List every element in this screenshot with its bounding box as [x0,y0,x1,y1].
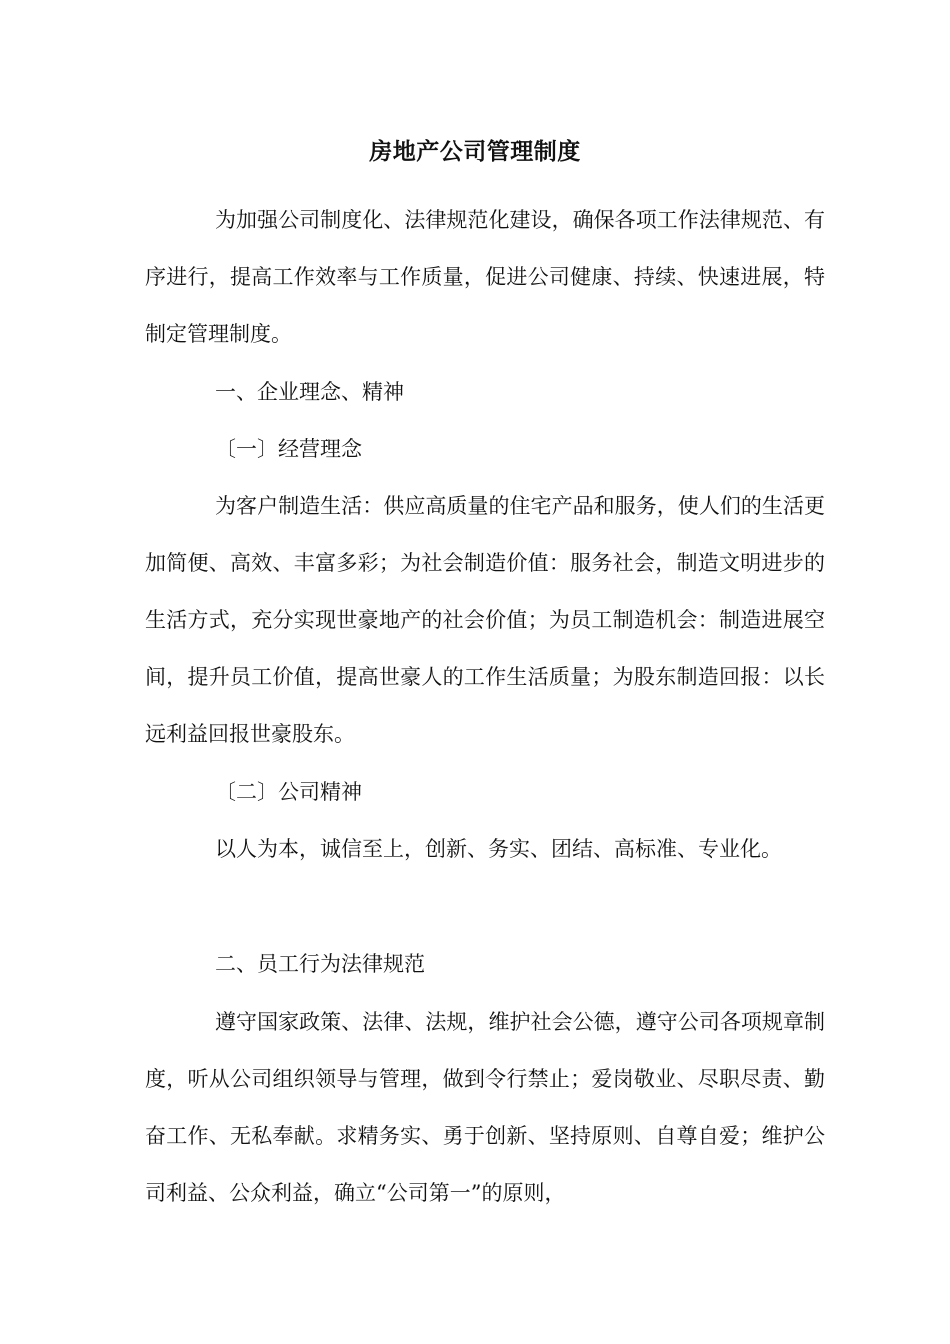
document-title: 房地产公司管理制度 [369,138,581,165]
subsection-heading-business-philosophy: 〔一〕经营理念 [215,437,362,461]
subsection-heading-company-spirit: 〔二〕公司精神 [215,780,362,804]
section-heading-conduct: 二、员工行为法律规范 [215,952,425,976]
conduct-paragraph: 遵守国家政策、法律、法规，维护社会公德，遵守公司各项规章制度，听从公司组织领导与管理，做到令行禁止；爱岗敬业、尽职尽责、勤奋工作、无私奉献。求精务实、勇于创新、坚持原则、自尊自爱；维护公司利益、公众利益，确立“公司第一”的原则， [145,1010,825,1205]
intro-paragraph: 为加强公司制度化、法律规范化建设，确保各项工作法律规范、有序进行，提高工作效率与工作质量，促进公司健康、持续、快速进展，特制定管理制度。 [145,208,825,346]
company-spirit-paragraph: 以人为本，诚信至上，创新、务实、团结、高标准、专业化。 [215,837,782,861]
section-heading-philosophy: 一、企业理念、精神 [215,380,404,404]
business-philosophy-paragraph: 为客户制造生活：供应高质量的住宅产品和服务，使人们的生活更加简便、高效、丰富多彩；为社会制造价值：服务社会，制造文明进步的生活方式，充分实现世豪地产的社会价值；为员工制造机会：制造进展空间，提升员工价值，提高世豪人的工作生活质量；为股东制造回报：以长远利益回报世豪股东。 [145,494,825,746]
